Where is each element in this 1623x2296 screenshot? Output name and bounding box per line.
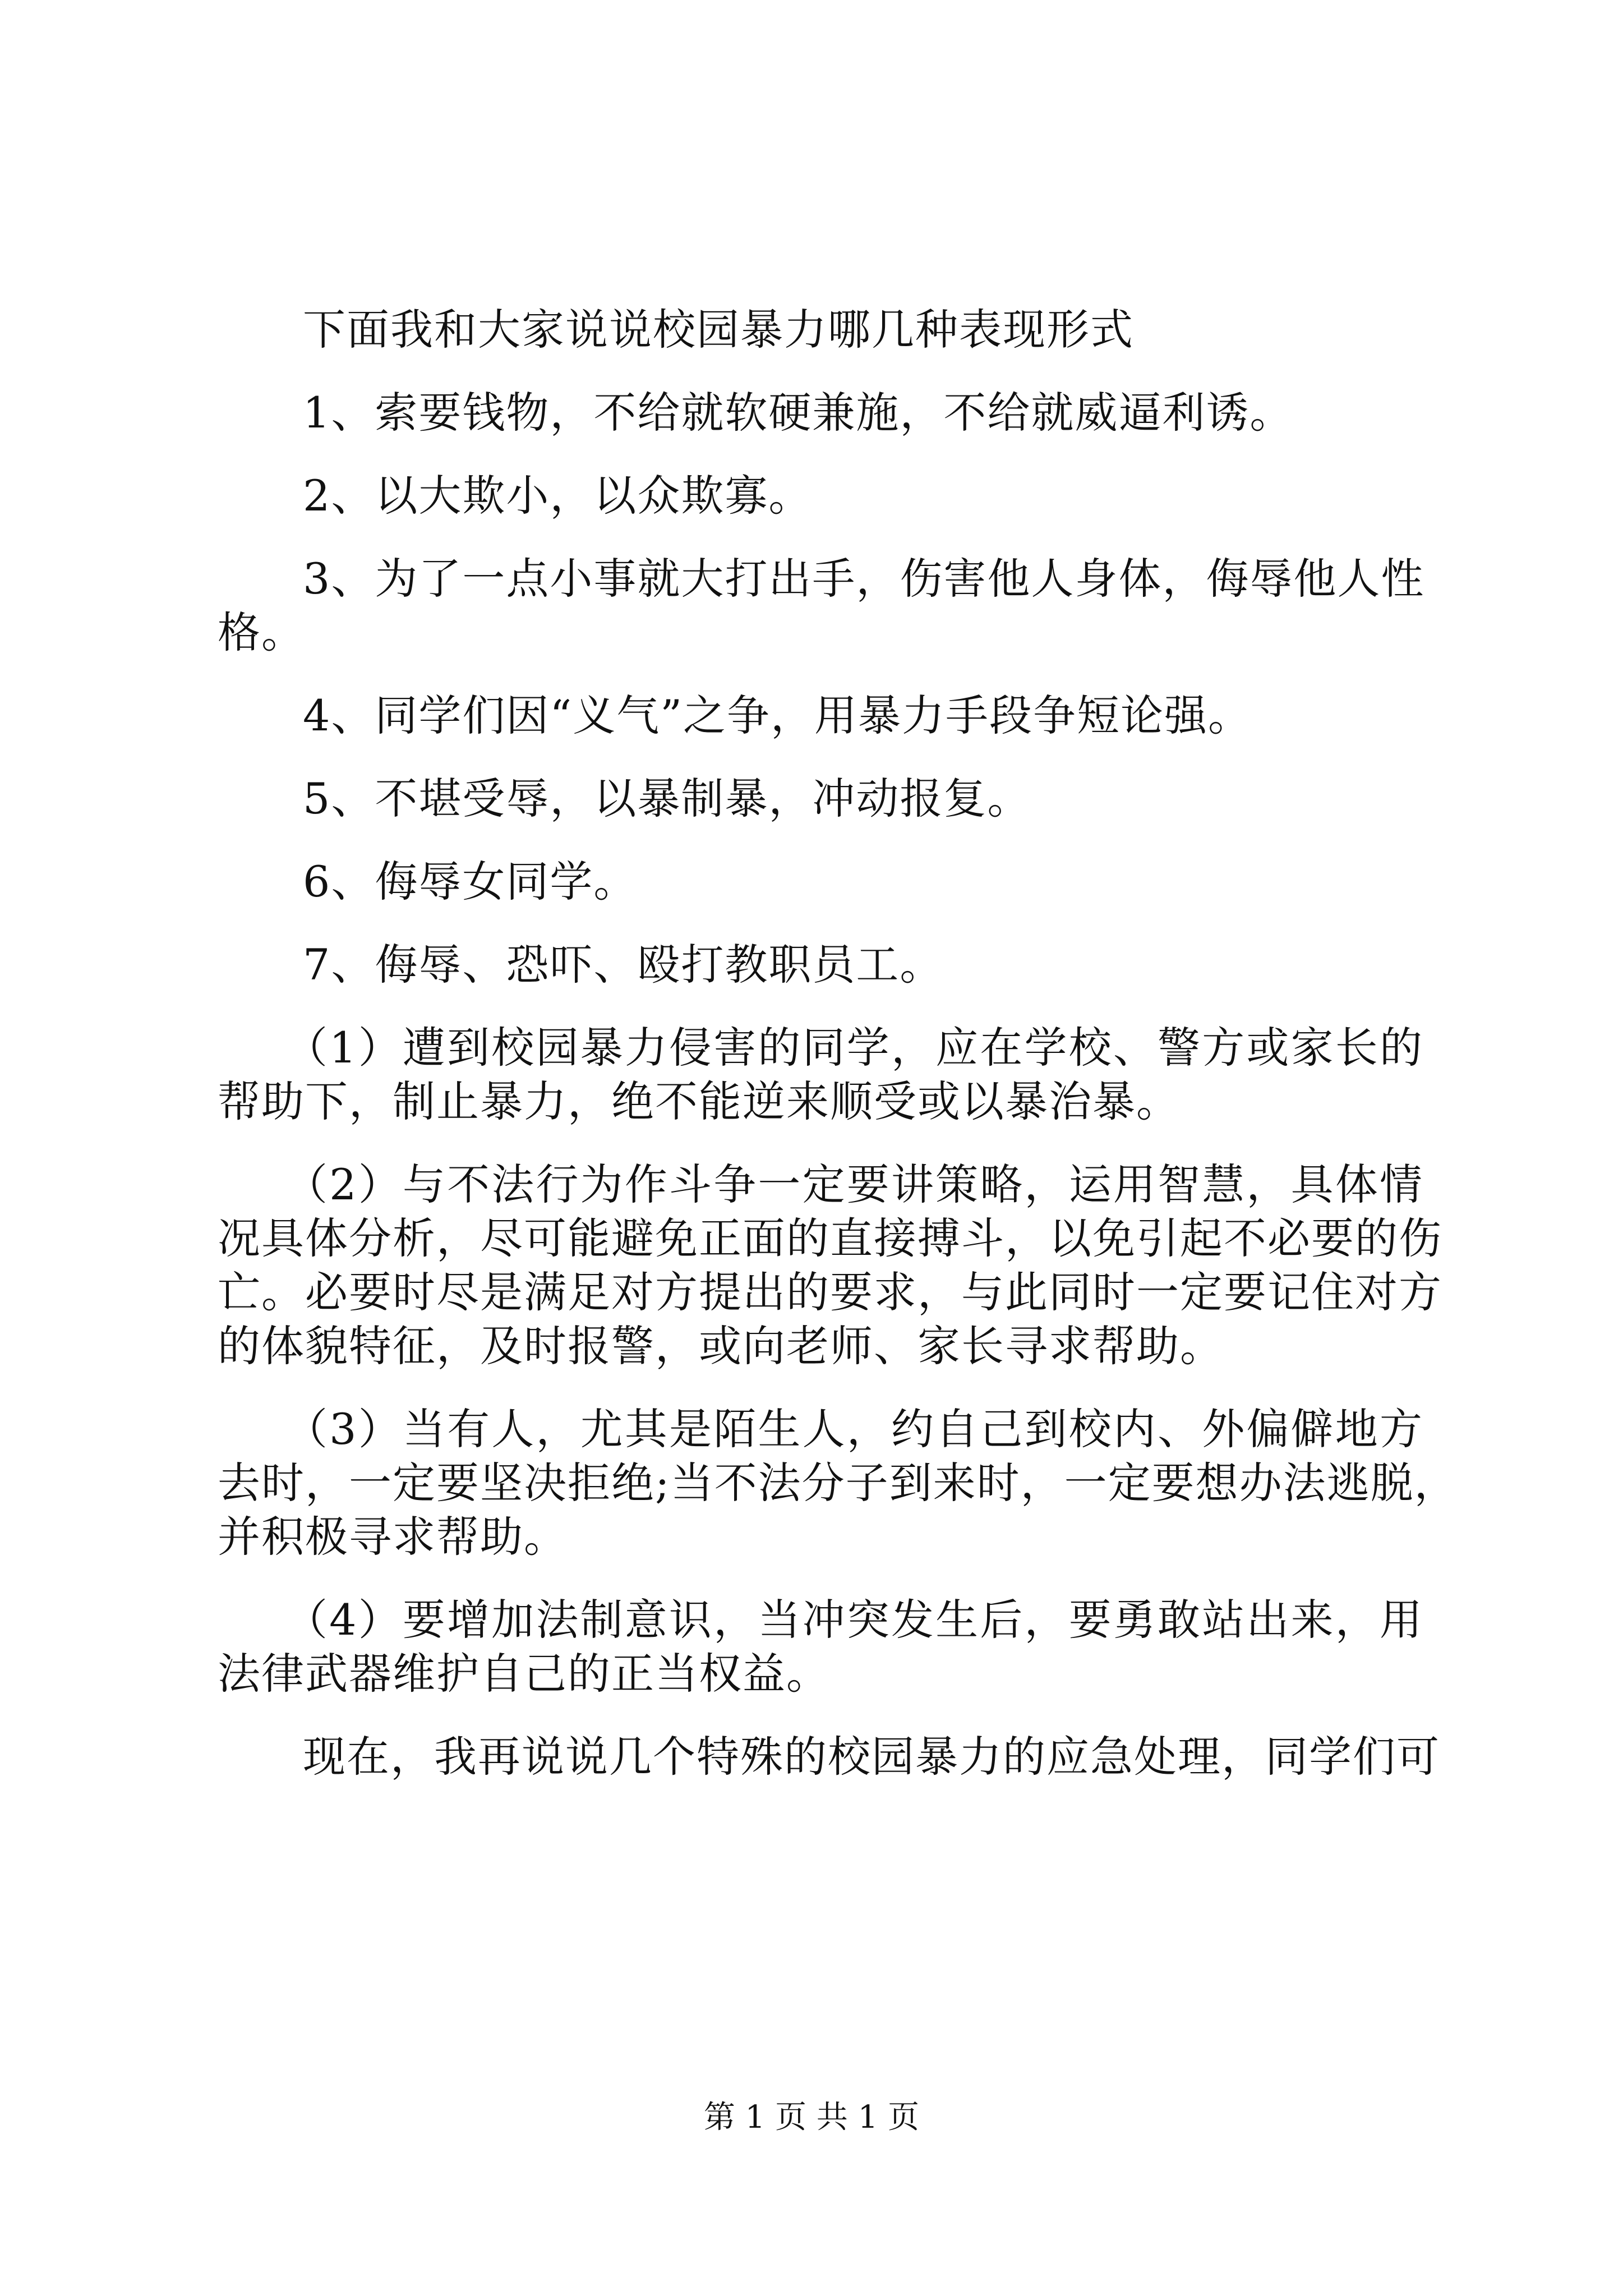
text-line: 法律武器维护自己的正当权益。: [218, 1649, 830, 1699]
text-line: 并积极寻求帮助。: [218, 1512, 568, 1562]
paragraph-item-3: [218, 552, 1423, 660]
paragraph-item-1: [218, 386, 1423, 440]
document-body: [218, 303, 1458, 1813]
paragraph-item-7: [218, 938, 1423, 992]
text-line: （2）与不法行为作斗争一定要讲策略，运用智慧，具体情: [285, 1159, 1423, 1209]
paragraph-item-2: [218, 469, 1423, 523]
paragraph-advice-4: [218, 1593, 1423, 1701]
text-line: 帮助下，制止暴力，绝不能逆来顺受或以暴治暴。: [218, 1076, 1180, 1126]
text-line: 下面我和大家说说校园暴力哪几种表现形式: [303, 305, 1134, 355]
text-line: 去时，一定要坚决拒绝;当不法分子到来时，一定要想办法逃脱，: [218, 1458, 1458, 1508]
text-line: 4、同学们因“义气”之争，用暴力手段争短论强。: [303, 691, 1252, 740]
text-line: （3）当有人，尤其是陌生人，约自己到校内、外偏僻地方: [285, 1404, 1423, 1454]
paragraph-item-6: [218, 855, 1423, 909]
text-line: 亡。必要时尽是满足对方提出的要求，与此同时一定要记住对方: [218, 1267, 1442, 1317]
text-line: 2、以大欺小，以众欺寡。: [303, 471, 813, 521]
paragraph-item-4: [218, 689, 1423, 743]
paragraph-advice-2: [218, 1158, 1442, 1373]
text-line: 况具体分析，尽可能避免正面的直接搏斗，以免引起不必要的伤: [218, 1213, 1442, 1263]
text-line: 6、侮辱女同学。: [303, 857, 638, 907]
text-line: 3、为了一点小事就大打出手，伤害他人身体，侮辱他人性: [303, 554, 1425, 604]
text-line: 格。: [218, 608, 305, 657]
paragraph-item-5: [218, 772, 1423, 826]
page-footer: 第 1 页 共 1 页: [703, 2099, 920, 2136]
text-line: 现在，我再说说几个特殊的校园暴力的应急处理，同学们可: [303, 1732, 1440, 1782]
paragraph-closing: [218, 1730, 1440, 1784]
paragraph-intro: [218, 303, 1423, 357]
text-line: 1、索要钱物，不给就软硬兼施，不给就威逼利诱。: [303, 388, 1294, 438]
text-line: 5、不堪受辱，以暴制暴，冲动报复。: [303, 774, 1031, 823]
text-line: （1）遭到校园暴力侵害的同学，应在学校、警方或家长的: [285, 1023, 1423, 1073]
text-line: 7、侮辱、恐吓、殴打教职员工。: [303, 940, 944, 990]
text-line: 的体貌特征，及时报警，或向老师、家长寻求帮助。: [218, 1321, 1224, 1371]
paragraph-advice-3: [218, 1402, 1458, 1564]
text-line: （4）要增加法制意识，当冲突发生后，要勇敢站出来，用: [285, 1595, 1423, 1645]
paragraph-advice-1: [218, 1021, 1423, 1129]
